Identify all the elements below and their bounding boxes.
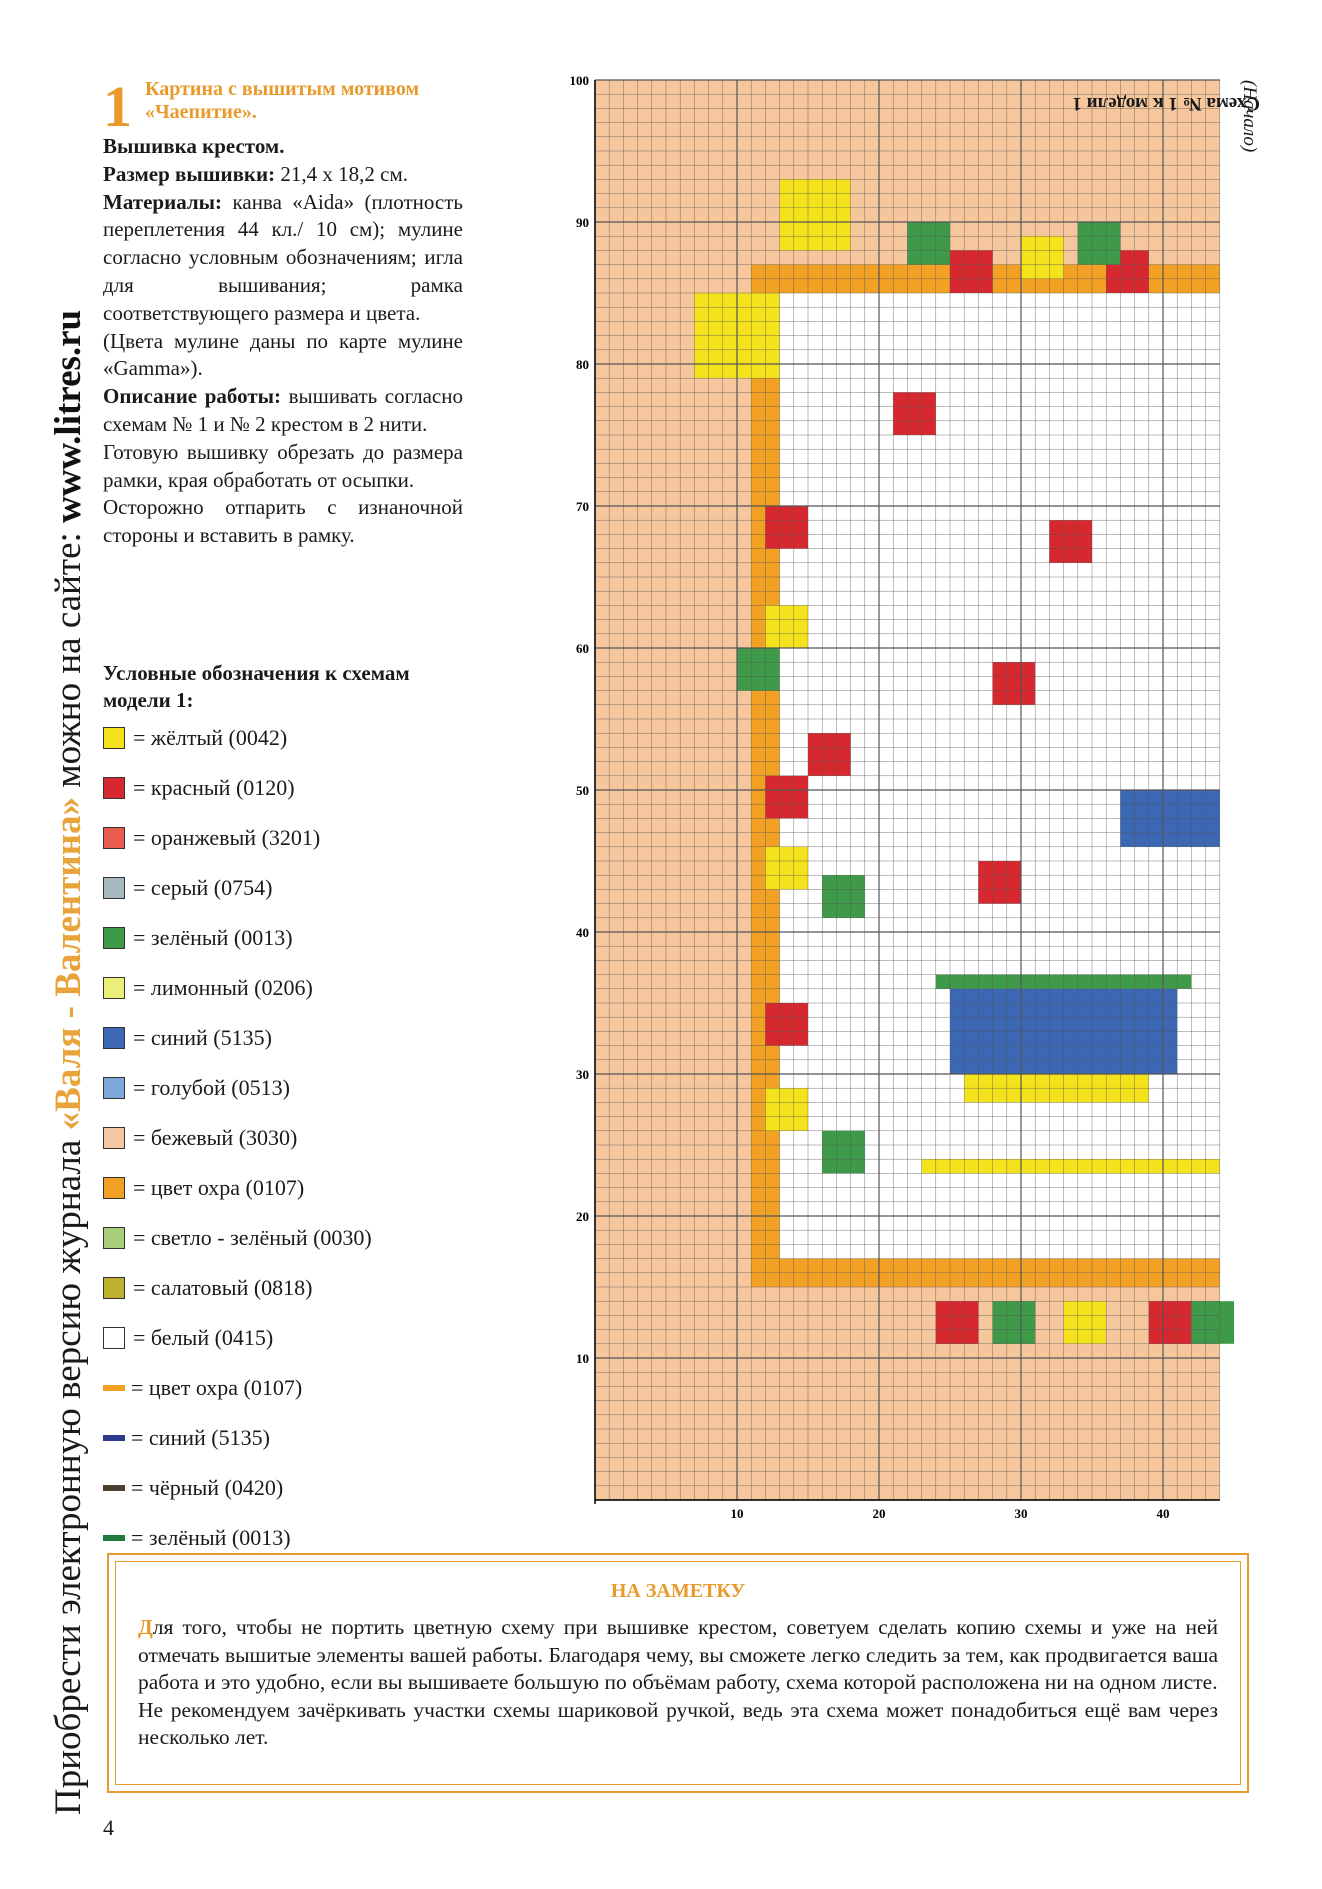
motif-green-block — [993, 1301, 1036, 1344]
legend-label: = цвет охра (0107) — [131, 1375, 303, 1400]
legend-item — [103, 1113, 463, 1163]
motif-yellow-block — [765, 1088, 808, 1131]
legend-label: = белый (0415) — [133, 1325, 274, 1350]
y-tick-label: 40 — [576, 925, 589, 940]
legend-label: = голубой (0513) — [133, 1075, 290, 1100]
legend-item — [103, 1463, 463, 1513]
legend-label: = синий (5135) — [131, 1425, 270, 1450]
motif-red-block — [1149, 1301, 1192, 1344]
tip-paragraph-1: ля того, чтобы не портить цветную схему при вышивке крестом, советуем сделать копию схемы и уже на ней отмечать вышитые элементы вашей работы. Благодаря чему, вы сможете легко следить за тем, как продвигается ваша работа и это удобно, если вы вышиваете большую по объёмам работу, схема которой расположена ни на одном листе. — [138, 1615, 1218, 1694]
legend-item — [103, 913, 463, 963]
y-tick-label: 100 — [569, 73, 589, 88]
motif-yellow-block — [765, 847, 808, 890]
motif-green-block — [737, 648, 780, 691]
legend-item — [103, 1063, 463, 1113]
tip-paragraph-2: Не рекомендуем зачёркивать участки схемы шариковой ручкой, ведь эта схема может понадобиться ещё вам через несколько лет. — [138, 1697, 1218, 1749]
size-value: 21,4 х 18,2 см. — [280, 161, 408, 186]
motif-green-block — [907, 222, 950, 265]
page-number: 4 — [103, 1815, 114, 1840]
motif-red-block — [808, 733, 851, 776]
legend-label: = светло - зелёный (0030) — [133, 1225, 372, 1250]
legend-item — [103, 963, 463, 1013]
motif-yellow-block — [1064, 1301, 1107, 1344]
motif-green-block — [1078, 222, 1121, 265]
legend-label: = лимонный (0206) — [133, 975, 313, 1000]
motif-yellow-block — [1021, 236, 1064, 279]
y-tick-label: 30 — [576, 1067, 589, 1082]
legend-label: = зелёный (0013) — [133, 925, 293, 950]
size-label: Размер вышивки: — [103, 161, 276, 186]
motif-red-block — [1049, 520, 1092, 563]
legend-line-swatch — [103, 1385, 125, 1391]
motif-yellow-block — [765, 605, 808, 648]
work-label: Описание работы: — [103, 384, 282, 409]
legend-label: = зелёный (0013) — [131, 1525, 291, 1550]
legend-color-swatch — [103, 1227, 125, 1249]
legend-line-swatch — [103, 1435, 125, 1441]
legend-color-swatch — [103, 1027, 125, 1049]
materials-value: канва «Aida» (плотность переплетения 44 кл./ 10 см); мулине согласно условным обозначениям; игла для вышивания; рамка соответствующего размера и цвета. — [103, 189, 463, 325]
scheme-caption — [1072, 80, 1266, 440]
banner-url-link[interactable]: www.litres.ru — [48, 309, 89, 523]
legend-color-swatch — [103, 1077, 125, 1099]
tip-dropcap: Д — [138, 1615, 153, 1639]
legend-line-swatch — [103, 1485, 125, 1491]
x-tick-label: 30 — [1014, 1506, 1028, 1521]
y-tick-label: 60 — [576, 641, 589, 656]
finishing-step: Готовую вышивку обрезать до размера рамки, края обработать от осыпки. — [103, 439, 463, 492]
banner-pre-text: Приобрести электронную версию журнала — [48, 1139, 89, 1815]
technique-text: Вышивка крестом. — [103, 134, 285, 158]
legend-color-swatch — [103, 727, 125, 749]
legend-item — [103, 1263, 463, 1313]
scheme-caption-title: Схема № 1 к модели 1 — [1072, 93, 1260, 114]
y-tick-label: 80 — [576, 357, 589, 372]
banner-magazine-name: «Валя - Валентина» — [48, 797, 89, 1131]
legend-label: = синий (5135) — [133, 1025, 272, 1050]
scheme-caption-part: (Начало) — [1239, 80, 1260, 153]
y-tick-label: 90 — [576, 215, 589, 230]
x-tick-label: 10 — [730, 1506, 744, 1521]
side-banner — [40, 75, 98, 1815]
legend-label: = серый (0754) — [133, 875, 273, 900]
tip-box-inner — [115, 1561, 1241, 1785]
legend-item — [103, 1213, 463, 1263]
legend-label: = бежевый (3030) — [133, 1125, 298, 1150]
color-legend — [103, 713, 463, 1563]
legend-color-swatch — [103, 777, 125, 799]
tip-title: НА ЗАМЕТКУ — [610, 1580, 746, 1602]
motif-red-block — [893, 392, 936, 435]
legend-color-swatch — [103, 1277, 125, 1299]
tip-text — [138, 1614, 1218, 1752]
motif-red-block — [936, 1301, 979, 1344]
legend-item — [103, 1163, 463, 1213]
y-tick-label: 70 — [576, 499, 589, 514]
legend-line-swatch — [103, 1535, 125, 1541]
motif-red-block — [765, 1003, 808, 1046]
materials-label: Материалы: — [103, 189, 223, 214]
model-title: Картина с вышитым мотивом «Чаепитие». — [145, 78, 420, 123]
bow-knot — [780, 179, 851, 250]
motif-red-block — [950, 250, 993, 293]
legend-label: = цвет охра (0107) — [133, 1175, 305, 1200]
legend-item — [103, 763, 463, 813]
legend-color-swatch — [103, 1127, 125, 1149]
steaming-step: Осторожно отпарить с изнаночной стороны и вставить в рамку. — [103, 495, 463, 548]
legend-item — [103, 813, 463, 863]
motif-red-block — [978, 861, 1021, 904]
legend-color-swatch — [103, 827, 125, 849]
legend-item — [103, 1413, 463, 1463]
legend-color-swatch — [103, 877, 125, 899]
cross-stitch-scheme — [560, 70, 1240, 1540]
legend-color-swatch — [103, 927, 125, 949]
legend-item — [103, 713, 463, 763]
motif-red-block — [993, 662, 1036, 705]
motif-red-block — [765, 506, 808, 549]
motif-green-block — [822, 1131, 865, 1174]
model-description — [103, 133, 463, 550]
legend-label: = жёлтый (0042) — [133, 725, 288, 750]
legend-color-swatch — [103, 1177, 125, 1199]
legend-title: Условные обозначения к схемам модели 1: — [103, 661, 410, 712]
gamma-note: (Цвета мулине даны по карте мулине «Gamma»). — [103, 328, 463, 381]
legend-item — [103, 863, 463, 913]
motif-red-block — [765, 776, 808, 819]
legend-label: = оранжевый (3201) — [133, 825, 321, 850]
motif-green-block — [1191, 1301, 1234, 1344]
x-tick-label: 20 — [872, 1506, 886, 1521]
scheme-svg — [560, 70, 1240, 1540]
legend-label: = чёрный (0420) — [131, 1475, 284, 1500]
legend-item — [103, 1013, 463, 1063]
y-tick-label: 50 — [576, 783, 589, 798]
work-value: вышивать согласно схемам № 1 и № 2 крестом в 2 нити. — [103, 384, 463, 436]
y-tick-label: 10 — [576, 1351, 589, 1366]
saucer-line — [922, 1159, 1220, 1173]
legend-item — [103, 1313, 463, 1363]
motif-green-block — [822, 875, 865, 918]
legend-label: = красный (0120) — [133, 775, 295, 800]
legend-item — [103, 1363, 463, 1413]
x-tick-label: 40 — [1156, 1506, 1170, 1521]
model-number: 1 — [103, 74, 132, 139]
legend-color-swatch — [103, 1327, 125, 1349]
legend-label: = салатовый (0818) — [133, 1275, 313, 1300]
legend-color-swatch — [103, 977, 125, 999]
tip-box — [107, 1553, 1249, 1793]
y-tick-label: 20 — [576, 1209, 589, 1224]
banner-mid-text: можно на сайте: — [48, 532, 89, 788]
